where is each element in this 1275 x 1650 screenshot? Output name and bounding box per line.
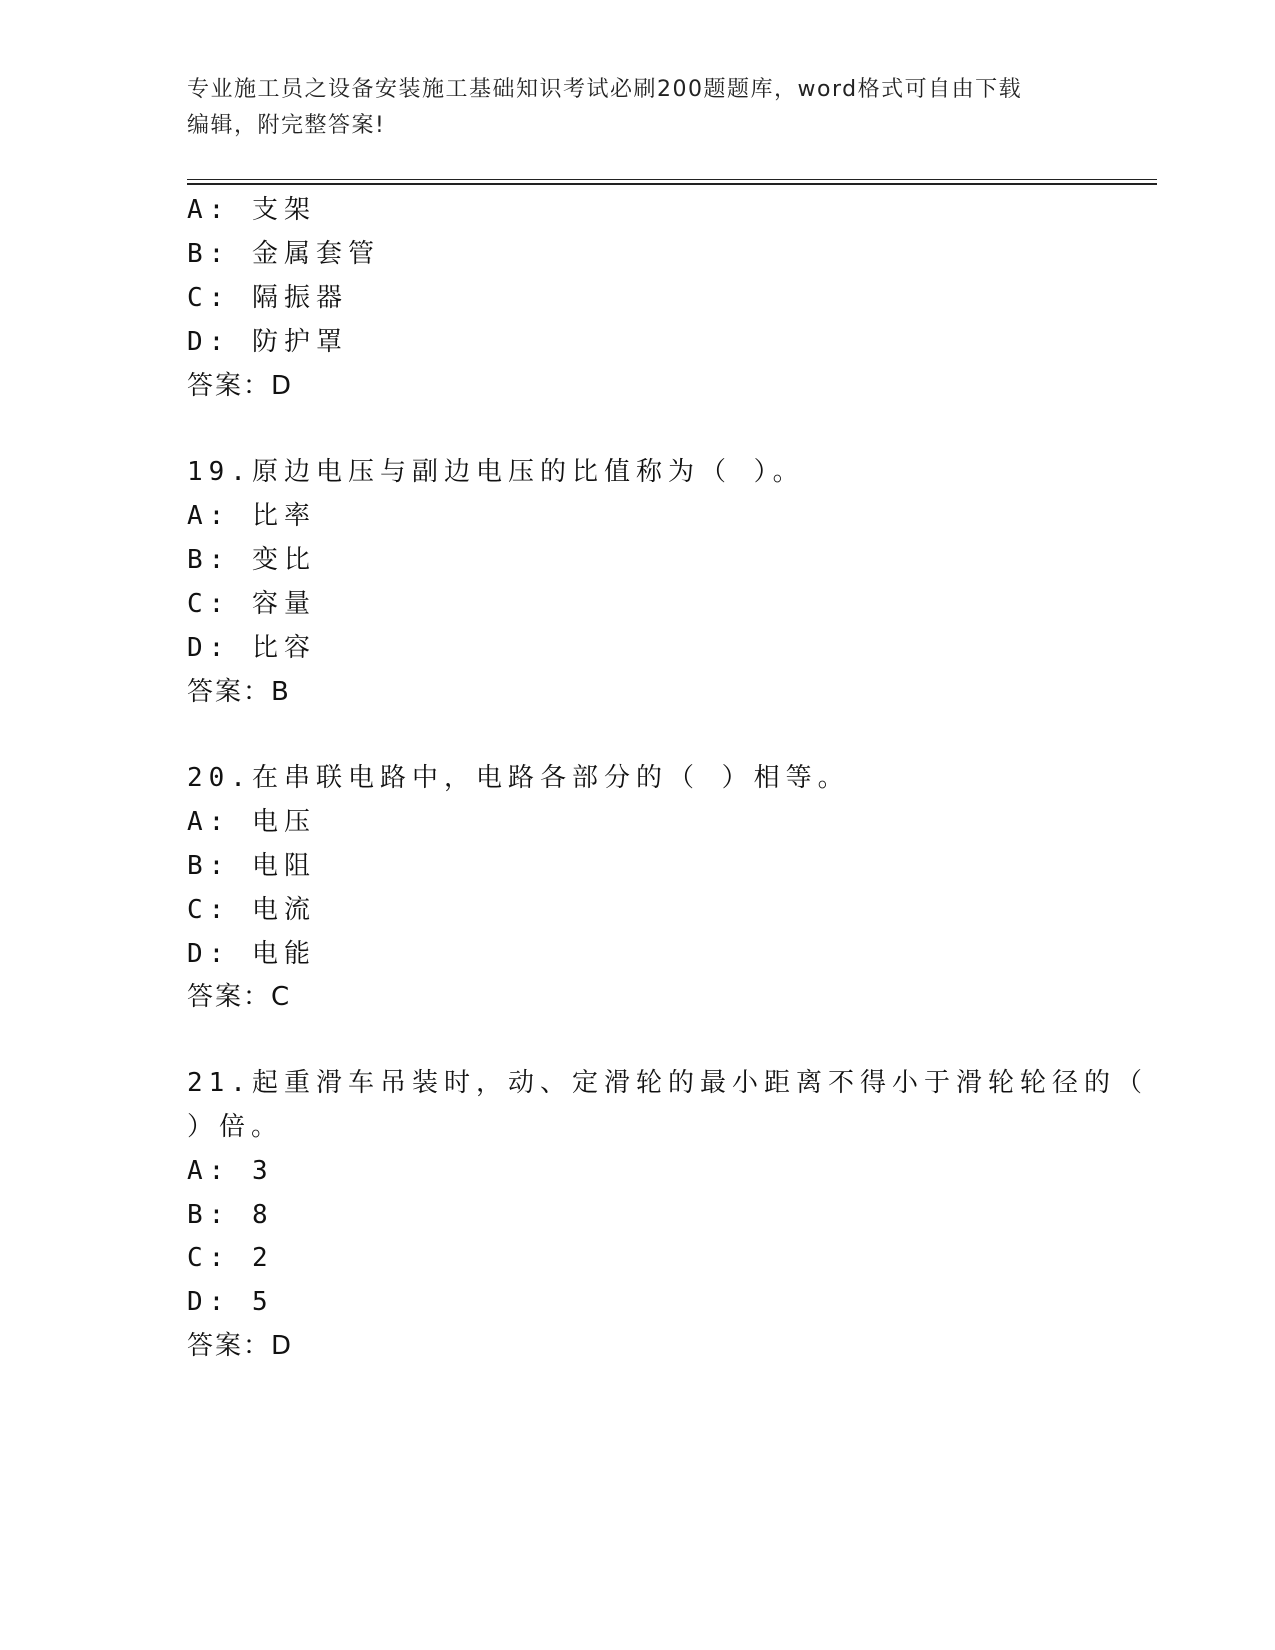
q19-answer: 答案：B (187, 677, 291, 707)
q21-option-b: B: 8 (187, 1200, 274, 1230)
header-divider-thick (187, 183, 1157, 185)
q20-option-d: D: 电能 (187, 939, 316, 969)
q19-option-b: B: 变比 (187, 545, 316, 575)
q20-option-c: C: 电流 (187, 895, 316, 925)
q18-option-b: B: 金属套管 (187, 239, 380, 269)
document-header (187, 72, 1067, 144)
q21-option-c: C: 2 (187, 1243, 274, 1273)
q18-answer: 答案：D (187, 371, 294, 401)
q18-option-a: A: 支架 (187, 195, 316, 225)
q21-option-a: A: 3 (187, 1156, 274, 1186)
q21-answer: 答案：D (187, 1331, 294, 1361)
q20-option-b: B: 电阻 (187, 851, 316, 881)
q19-option-c: C: 容量 (187, 589, 316, 619)
q20-answer: 答案：C (187, 982, 292, 1012)
q19-question: 19.原边电压与副边电压的比值称为（ ）。 (187, 457, 805, 487)
q18-option-c: C: 隔振器 (187, 283, 348, 313)
q18-option-d: D: 防护罩 (187, 327, 348, 357)
q21-question-line-2: ）倍。 (187, 1112, 284, 1142)
q21-option-d: D: 5 (187, 1287, 274, 1317)
q21-question-line-1: 21.起重滑车吊装时，动、定滑轮的最小距离不得小于滑轮轮径的（ (187, 1068, 1148, 1098)
q19-option-d: D: 比容 (187, 633, 316, 663)
q20-option-a: A: 电压 (187, 807, 316, 837)
header-line-1: 专业施工员之设备安装施工基础知识考试必刷200题题库，word格式可自由下载 (187, 77, 1023, 102)
q20-question: 20.在串联电路中，电路各部分的（ ）相等。 (187, 763, 850, 793)
header-divider (187, 179, 1157, 180)
header-line-2: 编辑，附完整答案! (187, 113, 386, 138)
q19-option-a: A: 比率 (187, 501, 316, 531)
